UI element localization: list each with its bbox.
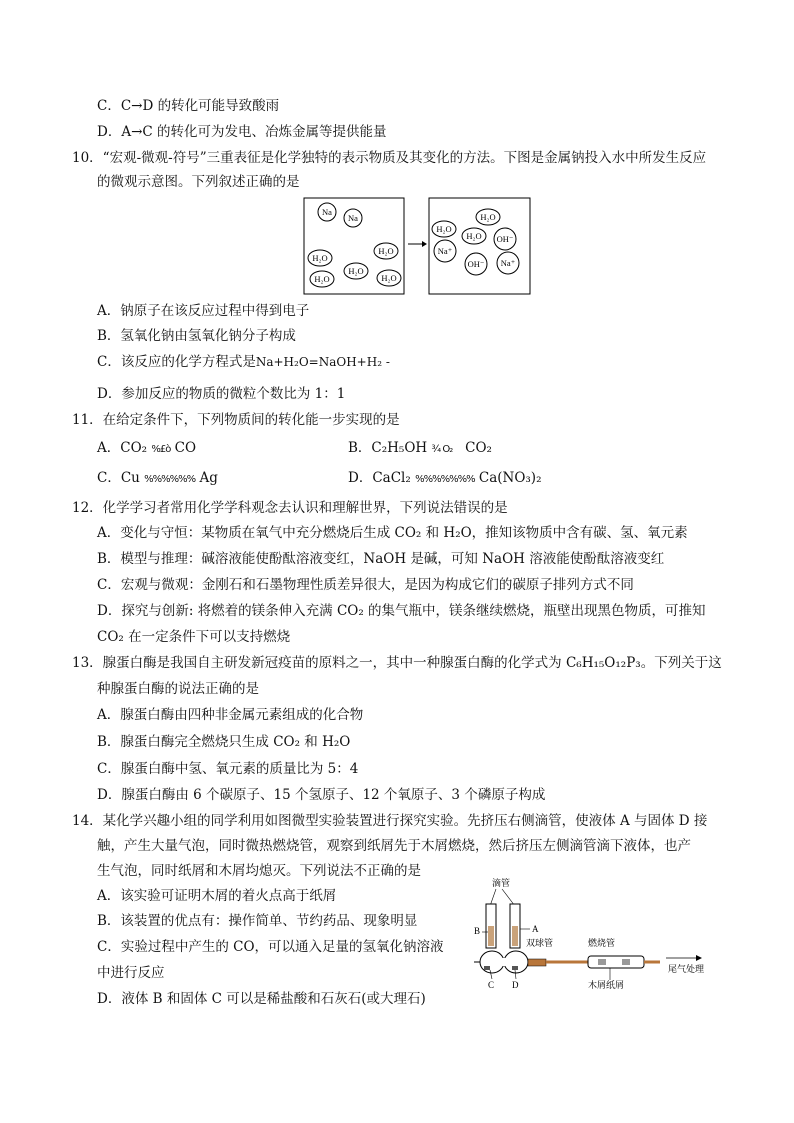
svg-text:Na⁺: Na⁺ — [437, 246, 453, 256]
q14-stem-line2: 触，产生大量气泡，同时微热燃烧管，观察到纸屑先于木屑燃烧，然后挤压左侧滴管滴下液体，也产 — [97, 838, 691, 854]
q10-microscopic-diagram — [300, 196, 532, 296]
q14-stem-line3: 生气泡，同时纸屑和木屑均熄灭。下列说法不正确的是 — [97, 863, 421, 879]
q10-left-particles — [308, 203, 401, 287]
q12-option-d-line1: D．探究与创新: 将燃着的镁条伸入充满 CO₂ 的集气瓶中，镁条继续燃烧，瓶壁出现黑色物质，可推知 — [97, 603, 706, 619]
svg-text:OH⁻: OH⁻ — [467, 259, 485, 269]
svg-text:H₂O: H₂O — [480, 212, 496, 222]
q14-option-d: D．液体 B 和固体 C 可以是稀盐酸和石灰石(或大理石) — [97, 991, 426, 1007]
q10-option-b: B．氢氧化钠由氢氧化钠分子构成 — [97, 328, 296, 344]
q13-stem-line1: 13．腺蛋白酶是我国自主研发新冠疫苗的原料之一，其中一种腺蛋白酶的化学式为 C₆H₁₅O₁₂P₃。下列关于这 — [72, 655, 722, 671]
svg-text:木屑纸屑: 木屑纸屑 — [588, 980, 625, 990]
q10-option-c: C．该反应的化学方程式是Na+H₂O=NaOH+H₂ - — [97, 354, 390, 370]
q9-option-c: C．C→D 的转化可能导致酸雨 — [97, 98, 280, 114]
q10-equation: Na+H₂O=NaOH+H₂ - — [255, 355, 390, 369]
q10-stem-line2: 的微观示意图。下列叙述正确的是 — [97, 174, 300, 190]
q14-option-b: B．该装置的优点有：操作简单、节约药品、现象明显 — [97, 913, 418, 929]
svg-text:Na: Na — [322, 207, 332, 217]
svg-text:A: A — [532, 924, 539, 934]
q11-option-c: C．Cu %%%%%% Ag — [97, 470, 218, 486]
svg-text:H₂O: H₂O — [314, 274, 330, 284]
svg-text:H₂O: H₂O — [466, 231, 482, 241]
svg-text:H₂O: H₂O — [348, 266, 364, 276]
q11-option-d: D．CaCl₂ %%%%%%% Ca(NO₃)₂ — [348, 470, 542, 486]
q13-option-b: B．腺蛋白酶完全燃烧只生成 CO₂ 和 H₂O — [97, 734, 351, 750]
q14-apparatus-diagram — [470, 876, 720, 996]
svg-text:C: C — [488, 980, 495, 990]
svg-text:B: B — [474, 926, 481, 936]
svg-text:Na: Na — [348, 213, 358, 223]
svg-text:双球管: 双球管 — [526, 938, 554, 948]
svg-text:滴管: 滴管 — [492, 878, 511, 888]
svg-text:燃烧管: 燃烧管 — [588, 938, 616, 948]
q10-option-a: A．钠原子在该反应过程中得到电子 — [97, 303, 310, 319]
q14-stem-line1: 14．某化学兴趣小组的同学利用如图微型实验装置进行探究实验。先挤压右侧滴管，使液体 A 与固体 D 接 — [72, 813, 708, 829]
svg-text:D: D — [512, 980, 519, 990]
q13-option-a: A．腺蛋白酶由四种非金属元素组成的化合物 — [97, 707, 364, 723]
q12-option-a: A．变化与守恒：某物质在氧气中充分燃烧后生成 CO₂ 和 H₂O，推知该物质中含有碳、氢、氧元素 — [97, 525, 688, 541]
q11-option-b: B．C₂H₅OH ¾ O₂ CO₂ — [348, 440, 492, 456]
q13-option-c: C．腺蛋白酶中氢、氧元素的质量比为 5：4 — [97, 761, 359, 777]
q12-option-d-line2: CO₂ 在一定条件下可以支持燃烧 — [97, 629, 291, 645]
q13-option-d: D．腺蛋白酶由 6 个碳原子、15 个氢原子、12 个氧原子、3 个磷原子构成 — [97, 787, 546, 803]
q9-option-d: D．A→C 的转化可为发电、冶炼金属等提供能量 — [97, 124, 387, 140]
q14-option-a: A．该实验可证明木屑的着火点高于纸屑 — [97, 888, 337, 904]
q11-option-a: A．CO₂ %£ò CO — [97, 440, 197, 456]
q12-option-b: B．模型与推理：碱溶液能使酚酞溶液变红，NaOH 是碱，可知 NaOH 溶液能使酚酞溶液变红 — [97, 551, 665, 567]
svg-text:H₂O: H₂O — [436, 224, 452, 234]
q10-stem-line1: 10．“宏观-微观-符号”三重表征是化学独特的表示物质及其变化的方法。下图是金属钠投入水中所发生反应 — [72, 150, 707, 166]
svg-text:Na⁺: Na⁺ — [500, 258, 516, 268]
q12-stem: 12．化学学习者常用化学学科观念去认识和理解世界，下列说法错误的是 — [72, 500, 508, 516]
q14-option-c-line1: C．实验过程中产生的 CO，可以通入足量的氢氧化钠溶液 — [97, 939, 444, 955]
svg-text:尾气处理: 尾气处理 — [668, 964, 705, 974]
svg-text:OH⁻: OH⁻ — [496, 234, 514, 244]
svg-text:H₂O: H₂O — [381, 273, 397, 283]
svg-text:H₂O: H₂O — [378, 246, 394, 256]
q13-stem-line2: 种腺蛋白酶的说法正确的是 — [97, 681, 259, 697]
q11-stem: 11．在给定条件下，下列物质间的转化能一步实现的是 — [72, 412, 400, 428]
q10-right-particles — [432, 209, 519, 275]
q12-option-c: C．宏观与微观：金刚石和石墨物理性质差异很大，是因为构成它们的碳原子排列方式不同 — [97, 577, 634, 593]
svg-text:H₂O: H₂O — [312, 253, 328, 263]
q10-option-d: D．参加反应的物质的微粒个数比为 1：1 — [97, 386, 346, 402]
q14-option-c-line2: 中进行反应 — [97, 965, 165, 981]
